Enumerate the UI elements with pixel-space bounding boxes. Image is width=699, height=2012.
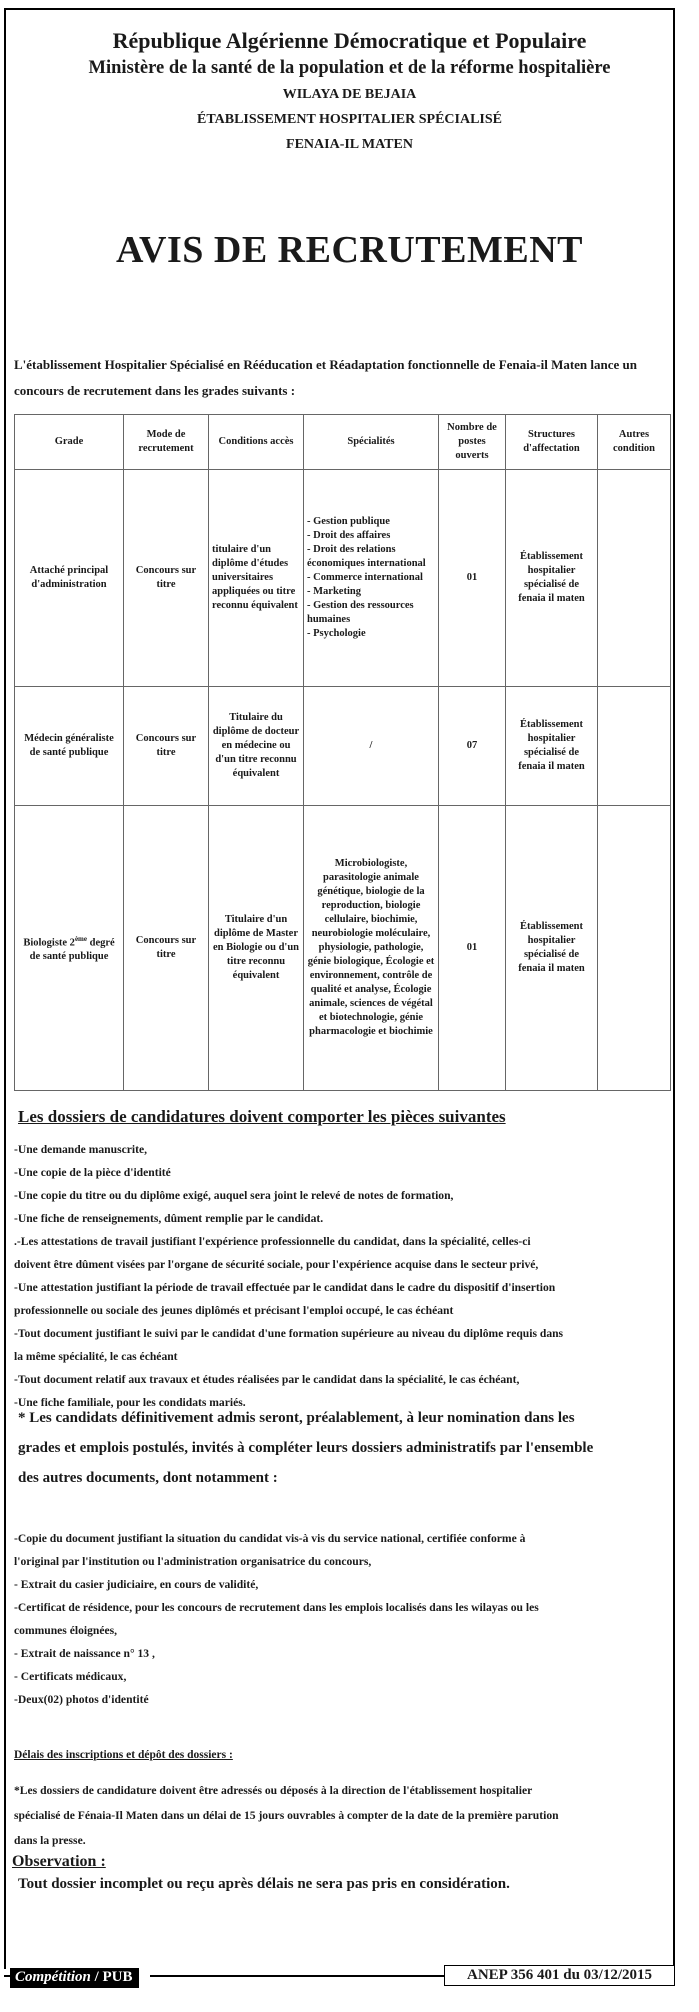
cell-postes: 01 [439, 806, 506, 1091]
cell-mode: Concours sur titre [124, 470, 209, 687]
document-line: communes éloignées, [14, 1624, 118, 1637]
specialite-item: - Gestion publique [307, 516, 390, 527]
piece-line: -Une copie du titre ou du diplôme exigé, auquel sera joint le relevé de notes de formation, [14, 1189, 454, 1202]
cell-postes: 01 [439, 470, 506, 687]
grade-main: Biologiste 2 [23, 937, 75, 949]
cell-structure: Établissement hospitalier spécialisé de fenaia il maten [506, 687, 598, 806]
cell-structure: Établissement hospitalier spécialisé de fenaia il maten [506, 470, 598, 687]
col-header-autres: Autres condition [598, 415, 671, 470]
col-header-grade: Grade [15, 415, 124, 470]
pieces-list [14, 1138, 669, 1414]
cell-conditions: Titulaire d'un diplôme de Master en Biologie ou d'un titre reconnu équivalent [209, 806, 304, 1091]
cell-conditions: titulaire d'un diplôme d'études universitaires appliquées ou titre reconnu équivalent [209, 470, 304, 687]
document-line: - Extrait du casier judiciaire, en cours de validité, [14, 1578, 259, 1591]
specialite-item: - Marketing [307, 586, 361, 597]
table-header-row [15, 415, 671, 470]
cell-autres [598, 687, 671, 806]
cell-mode: Concours sur titre [124, 687, 209, 806]
document-line: - Certificats médicaux, [14, 1670, 127, 1683]
admitted-candidates-note [18, 1403, 668, 1493]
cell-conditions: Titulaire du diplôme de docteur en médecine ou d'un titre reconnu équivalent [209, 687, 304, 806]
cell-autres [598, 470, 671, 687]
col-header-postes: Nombre de postes ouverts [439, 415, 506, 470]
note-line: * Les candidats définitivement admis seront, préalablement, à leur nomination dans les [18, 1410, 575, 1426]
document-line: -Copie du document justifiant la situation du candidat vis-à vis du service national, certifiée conforme à [14, 1532, 526, 1545]
recruitment-table [14, 414, 671, 1091]
document-line: - Extrait de naissance n° 13 , [14, 1647, 155, 1660]
piece-line: -Une attestation justifiant la période de travail effectuée par le candidat dans le cadre du dispositif d'insertion [14, 1281, 556, 1294]
competition-pub-badge [10, 1968, 139, 1988]
cell-grade: Attaché principal d'administration [15, 470, 124, 687]
piece-line: -Une fiche de renseignements, dûment remplie par le candidat. [14, 1212, 324, 1225]
col-header-specialites: Spécialités [304, 415, 439, 470]
header-country: République Algérienne Démocratique et Populaire [112, 28, 587, 53]
header-location: FENAIA-IL MATEN [286, 137, 413, 152]
frame-bottom-mid [150, 1975, 446, 1977]
anep-reference: ANEP 356 401 du 03/12/2015 [444, 1965, 675, 1986]
observation-text: Tout dossier incomplet ou reçu après délais ne sera pas pris en considération. [18, 1876, 510, 1892]
piece-line: -Une demande manuscrite, [14, 1143, 147, 1156]
cell-grade: Médecin généraliste de santé publique [15, 687, 124, 806]
cell-postes: 07 [439, 687, 506, 806]
header-ministry: Ministère de la santé de la population et de la réforme hospitalière [88, 58, 611, 78]
table-row [15, 806, 671, 1091]
cell-specialites: / [304, 687, 439, 806]
grade-rest: degré de santé publique [29, 937, 115, 963]
col-header-conditions: Conditions accès [209, 415, 304, 470]
specialite-item: - Psychologie [307, 628, 366, 639]
piece-line: -Tout document relatif aux travaux et études réalisées par le candidat dans la spécialité, le cas échéant, [14, 1373, 520, 1386]
badge-italic: Compétition [15, 1969, 91, 1985]
delais-line: *Les dossiers de candidature doivent être adressés ou déposés à la direction de l'établissement hospitalier [14, 1784, 533, 1797]
cell-grade [15, 806, 124, 1091]
cell-specialites: Microbiologiste, parasitologie animale génétique, biologie de la reproduction, biologie cellulaire, biochimie, neurobiologie moléculaire, physiologie, pathologie, génie biologique, Écologie et environnement, contrôle de qualité et analyse, Écologie animale, sciences de végétal et biotechnologie, génie pharmacologie et biochimie [304, 806, 439, 1091]
col-header-mode: Mode de recrutement [124, 415, 209, 470]
piece-line: .-Les attestations de travail justifiant l'expérience professionnelle du candidat, dans la spécialité, celles-ci [14, 1235, 531, 1248]
specialite-item: - Commerce international [307, 572, 423, 583]
documents-list [14, 1527, 669, 1711]
document-line: -Certificat de résidence, pour les concours de recrutement dans les emplois localisés dans les wilayas ou les [14, 1601, 539, 1614]
observation-title: Observation : [12, 1853, 106, 1870]
intro-paragraph: L'établissement Hospitalier Spécialisé en Rééducation et Réadaptation fonctionnelle de Fenaia-il Maten lance un concours de recrutement dans les grades suivants : [14, 357, 638, 398]
cell-autres [598, 806, 671, 1091]
cell-specialites [304, 470, 439, 687]
document-line: -Deux(02) photos d'identité [14, 1693, 149, 1706]
specialite-item: - Droit des relations économiques international [307, 544, 426, 569]
cell-mode: Concours sur titre [124, 806, 209, 1091]
piece-line: la même spécialité, le cas échéant [14, 1350, 178, 1363]
note-line: grades et emplois postulés, invités à compléter leurs dossiers administratifs par l'ensemble [18, 1440, 594, 1456]
cell-structure: Établissement hospitalier spécialisé de fenaia il maten [506, 806, 598, 1091]
header-establishment: ÉTABLISSEMENT HOSPITALIER SPÉCIALISÉ [197, 112, 502, 127]
grade-sup: ème [74, 934, 87, 943]
note-line: des autres documents, dont notamment : [18, 1470, 278, 1486]
pieces-section-title: Les dossiers de candidatures doivent comporter les pièces suivantes [18, 1107, 506, 1126]
delais-title: Délais des inscriptions et dépôt des dossiers : [14, 1749, 233, 1761]
delais-line: dans la presse. [14, 1834, 86, 1847]
piece-line: -Tout document justifiant le suivi par le candidat d'une formation supérieure au niveau du diplôme requis dans [14, 1327, 564, 1340]
col-header-structures: Structures d'affectation [506, 415, 598, 470]
document-line: l'original par l'institution ou l'administration organisatrice du concours, [14, 1555, 372, 1568]
delais-line: spécialisé de Fénaia-Il Maten dans un délai de 15 jours ouvrables à compter de la date de la première parution [14, 1809, 559, 1822]
delais-text [14, 1778, 674, 1853]
page-title: AVIS DE RECRUTEMENT [115, 229, 583, 271]
badge-rest: / PUB [90, 1969, 133, 1985]
piece-line: -Une fiche familiale, pour les condidats mariés. [14, 1396, 246, 1409]
table-row [15, 687, 671, 806]
header-wilaya: WILAYA DE BEJAIA [282, 87, 417, 102]
piece-line: doivent être dûment visées par l'organe de sécurité sociale, pour l'expérience acquise dans le secteur privé, [14, 1258, 539, 1271]
piece-line: -Une copie de la pièce d'identité [14, 1166, 171, 1179]
table-row [15, 470, 671, 687]
specialite-item: - Droit des affaires [307, 530, 391, 541]
piece-line: professionnelle ou sociale des jeunes diplômés et précisant l'emploi occupé, le cas échéant [14, 1304, 454, 1317]
specialite-item: - Gestion des ressources humaines [307, 600, 414, 625]
